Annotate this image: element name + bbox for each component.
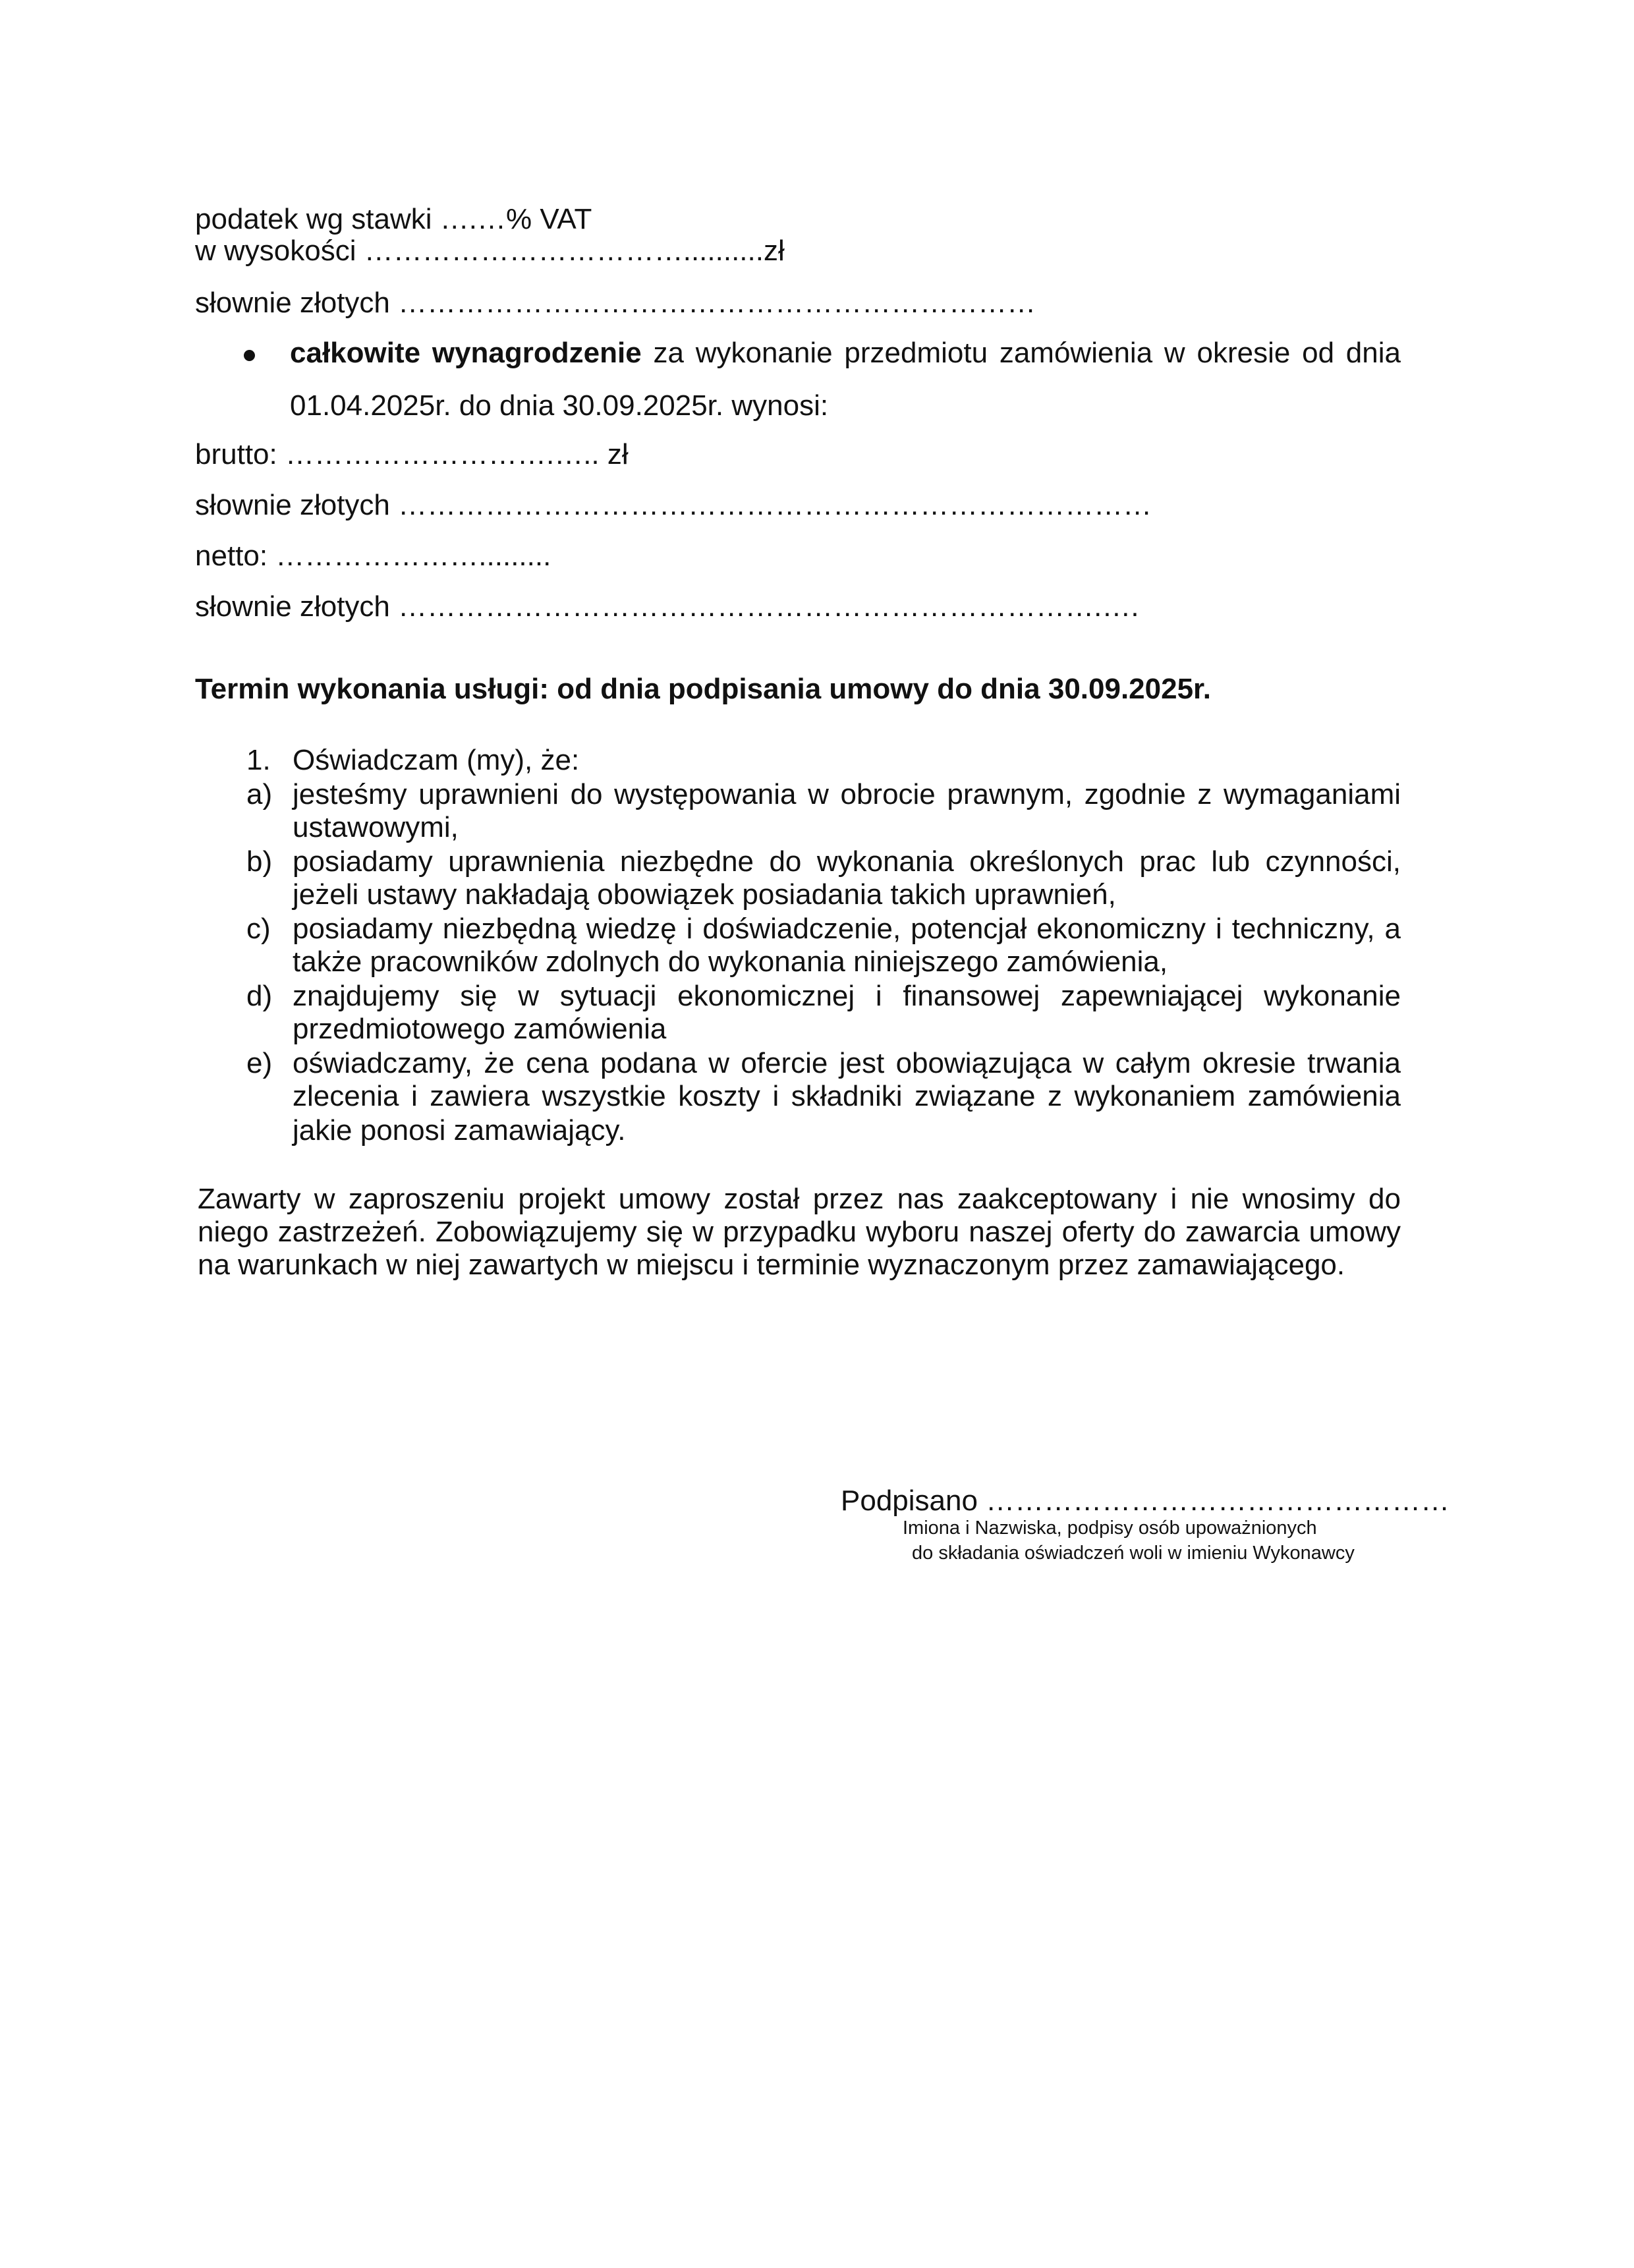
declaration-item-label: b) — [246, 845, 273, 878]
declaration-number: 1. — [246, 744, 271, 776]
declaration-item-line: ustawowymi, — [293, 811, 459, 843]
net-amount-line: netto: …………………......... — [195, 540, 551, 572]
remuneration-bold-text: całkowite wynagrodzenie — [290, 337, 642, 369]
declaration-item-line: posiadamy uprawnienia niezbędne do wykonania określonych prac lub czynności, — [293, 845, 1401, 878]
declaration-heading: Oświadczam (my), że: — [293, 744, 580, 776]
remuneration-bullet-line1 — [290, 336, 1401, 370]
declaration-item-label: e) — [246, 1047, 273, 1079]
vat-amount-line: w wysokości ……………………………..........zł — [195, 235, 785, 267]
signature-note-line2: do składania oświadczeń woli w imieniu Wykonawcy — [912, 1543, 1355, 1564]
deadline-heading: Termin wykonania usługi: od dnia podpisania umowy do dnia 30.09.2025r. — [195, 673, 1211, 705]
gross-amount-line: brutto: ……………………….….. zł — [195, 438, 629, 470]
closing-paragraph-line: niego zastrzeżeń. Zobowiązujemy się w przypadku wyboru naszej oferty do zawarcia umowy — [198, 1216, 1401, 1248]
declaration-item-line: jakie ponosi zamawiający. — [293, 1114, 626, 1147]
declaration-item-line: przedmiotowego zamówienia — [293, 1013, 667, 1045]
closing-paragraph-line: na warunkach w niej zawartych w miejscu i terminie wyznaczonym przez zamawiającego. — [198, 1249, 1345, 1281]
declaration-item-line: jesteśmy uprawnieni do występowania w obrocie prawnym, zgodnie z wymaganiami — [293, 778, 1401, 810]
remuneration-bullet-text: za wykonanie przedmiotu zamówienia w okresie od dnia — [641, 337, 1401, 369]
declaration-item-label: c) — [246, 913, 271, 945]
closing-paragraph-line: Zawarty w zaproszeniu projekt umowy został przez nas zaakceptowany i nie wnosimy do — [198, 1183, 1401, 1215]
declaration-item-label: d) — [246, 980, 273, 1012]
gross-amount-words-line: słownie złotych …………………………………………………………………… — [195, 489, 1152, 521]
signature-note-line1: Imiona i Nazwiska, podpisy osób upoważnionych — [903, 1517, 1317, 1539]
declaration-item-line: posiadamy niezbędną wiedzę i doświadczenie, potencjał ekonomiczny i techniczny, a — [293, 913, 1401, 945]
declaration-item-line: także pracowników zdolnych do wykonania niniejszego zamówienia, — [293, 946, 1168, 978]
bullet-icon — [244, 350, 255, 361]
vat-rate-line: podatek wg stawki ….…% VAT — [195, 203, 592, 235]
declaration-item-line: oświadczamy, że cena podana w ofercie jest obowiązująca w całym okresie trwania — [293, 1047, 1401, 1079]
signature-line: Podpisano ………………………………………… — [841, 1485, 1450, 1517]
declaration-item-line: znajdujemy się w sytuacji ekonomicznej i finansowej zapewniającej wykonanie — [293, 980, 1401, 1012]
declaration-item-label: a) — [246, 778, 273, 810]
net-amount-words-line: słownie złotych ……………………………………………………………….…. — [195, 590, 1139, 623]
vat-amount-words-line: słownie złotych ………………………………………………………… — [195, 287, 1036, 319]
declaration-item-line: zlecenia i zawiera wszystkie koszty i składniki związane z wykonaniem zamówienia — [293, 1080, 1401, 1112]
remuneration-bullet-line2: 01.04.2025r. do dnia 30.09.2025r. wynosi: — [290, 389, 829, 422]
declaration-item-line: jeżeli ustawy nakładają obowiązek posiadania takich uprawnień, — [293, 878, 1116, 911]
